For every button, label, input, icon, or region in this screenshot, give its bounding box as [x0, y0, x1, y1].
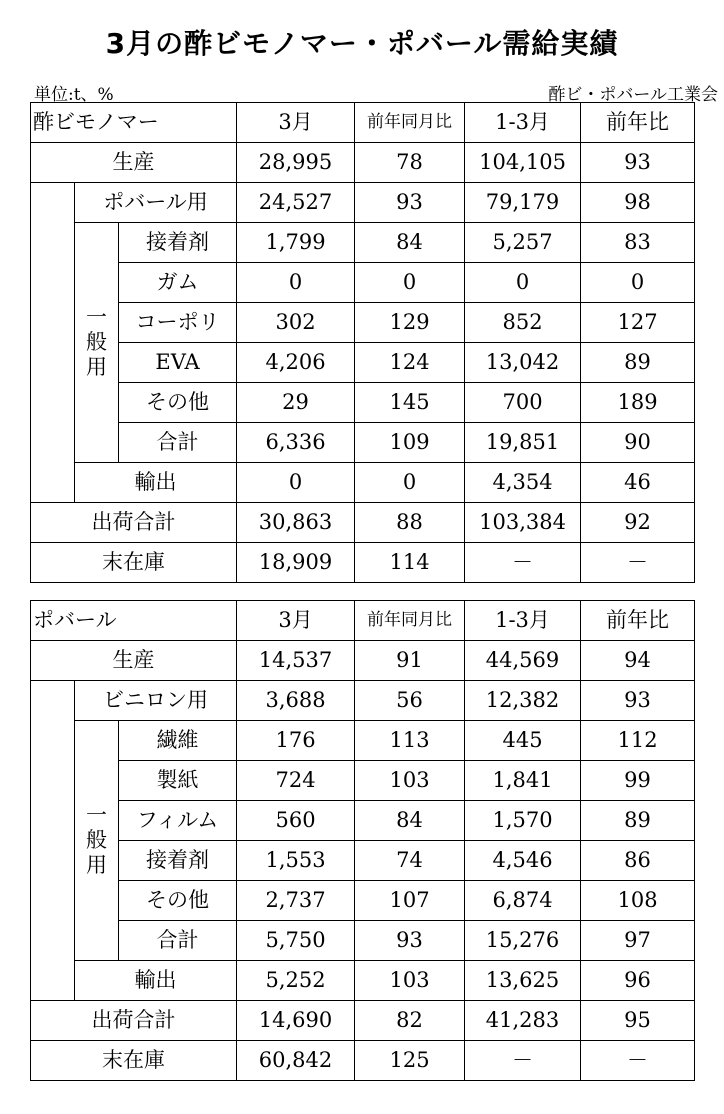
- cell: 30,863: [237, 503, 355, 543]
- cell: 12,382: [465, 681, 581, 721]
- general-use-label: 一 般 用: [75, 223, 119, 463]
- row-label: 生産: [31, 641, 237, 681]
- cell: 112: [581, 721, 695, 761]
- row-label: その他: [119, 383, 237, 423]
- cell: 6,336: [237, 423, 355, 463]
- unit-label: 単位:t、%: [34, 85, 114, 105]
- cell: 19,851: [465, 423, 581, 463]
- cell: 176: [237, 721, 355, 761]
- general-use-label: 一 般 用: [75, 721, 119, 961]
- cell: 852: [465, 303, 581, 343]
- cell: 302: [237, 303, 355, 343]
- row-shipment-total: [31, 503, 695, 543]
- row-general: [31, 721, 695, 761]
- cell: 94: [581, 641, 695, 681]
- header-cumulative-yoy: 前年比: [581, 601, 695, 641]
- cell: 109: [355, 423, 465, 463]
- cell: 84: [355, 223, 465, 263]
- cell: 28,995: [237, 143, 355, 183]
- row-label: 接着剤: [119, 841, 237, 881]
- row-general: [31, 223, 695, 263]
- row-general: [31, 343, 695, 383]
- row-label: 出荷合計: [31, 503, 237, 543]
- cell: 0: [237, 463, 355, 503]
- page-title: 3月の酢ビモノマー・ポバール需給実績: [105, 27, 619, 60]
- row-label: 製紙: [119, 761, 237, 801]
- row-export: [31, 961, 695, 1001]
- indent-spacer: [31, 681, 75, 1001]
- row-production: [31, 641, 695, 681]
- indent-spacer: [31, 183, 75, 503]
- cell: 0: [465, 263, 581, 303]
- header-row: [31, 601, 695, 641]
- row-sub-use: [31, 681, 695, 721]
- row-label: 合計: [119, 423, 237, 463]
- cell: 83: [581, 223, 695, 263]
- cell: 124: [355, 343, 465, 383]
- header-yoy: 前年同月比: [355, 103, 465, 143]
- cell: 93: [581, 681, 695, 721]
- cell: 1,553: [237, 841, 355, 881]
- table-pvoh: [30, 600, 695, 1081]
- cell: 18,909: [237, 543, 355, 583]
- cell: 95: [581, 1001, 695, 1041]
- cell: 107: [355, 881, 465, 921]
- cell: 560: [237, 801, 355, 841]
- cell: 56: [355, 681, 465, 721]
- cell: 0: [355, 263, 465, 303]
- row-label: コーポリ: [119, 303, 237, 343]
- cell: 125: [355, 1041, 465, 1081]
- row-label: EVA: [119, 343, 237, 383]
- row-general-total: [31, 921, 695, 961]
- cell: 724: [237, 761, 355, 801]
- row-label: 生産: [31, 143, 237, 183]
- table-vinyl-acetate-monomer: [30, 102, 695, 583]
- cell: 13,042: [465, 343, 581, 383]
- row-ending-stock: [31, 1041, 695, 1081]
- row-sub-use: [31, 183, 695, 223]
- row-production: [31, 143, 695, 183]
- row-label: 出荷合計: [31, 1001, 237, 1041]
- cell: 2,737: [237, 881, 355, 921]
- cell: 103: [355, 961, 465, 1001]
- cell: 5,257: [465, 223, 581, 263]
- cell: －: [465, 543, 581, 583]
- cell: 145: [355, 383, 465, 423]
- row-label: その他: [119, 881, 237, 921]
- cell: －: [465, 1041, 581, 1081]
- row-general: [31, 383, 695, 423]
- row-general: [31, 881, 695, 921]
- cell: 5,252: [237, 961, 355, 1001]
- header-month: 3月: [237, 103, 355, 143]
- row-ending-stock: [31, 543, 695, 583]
- cell: 13,625: [465, 961, 581, 1001]
- cell: －: [581, 1041, 695, 1081]
- cell: 5,750: [237, 921, 355, 961]
- row-label: 末在庫: [31, 543, 237, 583]
- cell: 189: [581, 383, 695, 423]
- header-row: [31, 103, 695, 143]
- cell: 14,690: [237, 1001, 355, 1041]
- cell: 103: [355, 761, 465, 801]
- cell: 29: [237, 383, 355, 423]
- cell: 44,569: [465, 641, 581, 681]
- cell: 79,179: [465, 183, 581, 223]
- cell: 46: [581, 463, 695, 503]
- cell: 88: [355, 503, 465, 543]
- header-cumulative: 1-3月: [465, 103, 581, 143]
- cell: 15,276: [465, 921, 581, 961]
- cell: 24,527: [237, 183, 355, 223]
- row-shipment-total: [31, 1001, 695, 1041]
- row-label: フィルム: [119, 801, 237, 841]
- cell: 103,384: [465, 503, 581, 543]
- cell: －: [581, 543, 695, 583]
- cell: 700: [465, 383, 581, 423]
- cell: 113: [355, 721, 465, 761]
- cell: 4,206: [237, 343, 355, 383]
- cell: 14,537: [237, 641, 355, 681]
- row-general: [31, 303, 695, 343]
- cell: 104,105: [465, 143, 581, 183]
- header-cumulative: 1-3月: [465, 601, 581, 641]
- cell: 74: [355, 841, 465, 881]
- cell: 0: [581, 263, 695, 303]
- cell: 60,842: [237, 1041, 355, 1081]
- row-general: [31, 761, 695, 801]
- cell: 4,354: [465, 463, 581, 503]
- cell: 93: [355, 921, 465, 961]
- cell: 0: [355, 463, 465, 503]
- cell: 89: [581, 343, 695, 383]
- cell: 92: [581, 503, 695, 543]
- cell: 1,570: [465, 801, 581, 841]
- row-export: [31, 463, 695, 503]
- row-general: [31, 263, 695, 303]
- cell: 1,841: [465, 761, 581, 801]
- source-label: 酢ビ・ポバール工業会: [548, 85, 718, 105]
- header-cumulative-yoy: 前年比: [581, 103, 695, 143]
- cell: 93: [581, 143, 695, 183]
- cell: 1,799: [237, 223, 355, 263]
- row-label: 接着剤: [119, 223, 237, 263]
- row-label: 繊維: [119, 721, 237, 761]
- row-label: 末在庫: [31, 1041, 237, 1081]
- cell: 82: [355, 1001, 465, 1041]
- cell: 78: [355, 143, 465, 183]
- row-label: ビニロン用: [75, 681, 237, 721]
- cell: 108: [581, 881, 695, 921]
- cell: 41,283: [465, 1001, 581, 1041]
- cell: 99: [581, 761, 695, 801]
- cell: 0: [237, 263, 355, 303]
- cell: 4,546: [465, 841, 581, 881]
- table-name: 酢ビモノマー: [31, 103, 237, 143]
- cell: 89: [581, 801, 695, 841]
- cell: 91: [355, 641, 465, 681]
- cell: 3,688: [237, 681, 355, 721]
- cell: 129: [355, 303, 465, 343]
- cell: 90: [581, 423, 695, 463]
- row-label: ポバール用: [75, 183, 237, 223]
- cell: 86: [581, 841, 695, 881]
- cell: 6,874: [465, 881, 581, 921]
- row-label: 輸出: [75, 463, 237, 503]
- row-label: 合計: [119, 921, 237, 961]
- table-name: ポバール: [31, 601, 237, 641]
- cell: 97: [581, 921, 695, 961]
- header-month: 3月: [237, 601, 355, 641]
- row-label: 輸出: [75, 961, 237, 1001]
- header-yoy: 前年同月比: [355, 601, 465, 641]
- row-general: [31, 841, 695, 881]
- row-label: ガム: [119, 263, 237, 303]
- cell: 127: [581, 303, 695, 343]
- cell: 96: [581, 961, 695, 1001]
- cell: 93: [355, 183, 465, 223]
- cell: 114: [355, 543, 465, 583]
- cell: 445: [465, 721, 581, 761]
- cell: 98: [581, 183, 695, 223]
- row-general-total: [31, 423, 695, 463]
- row-general: [31, 801, 695, 841]
- cell: 84: [355, 801, 465, 841]
